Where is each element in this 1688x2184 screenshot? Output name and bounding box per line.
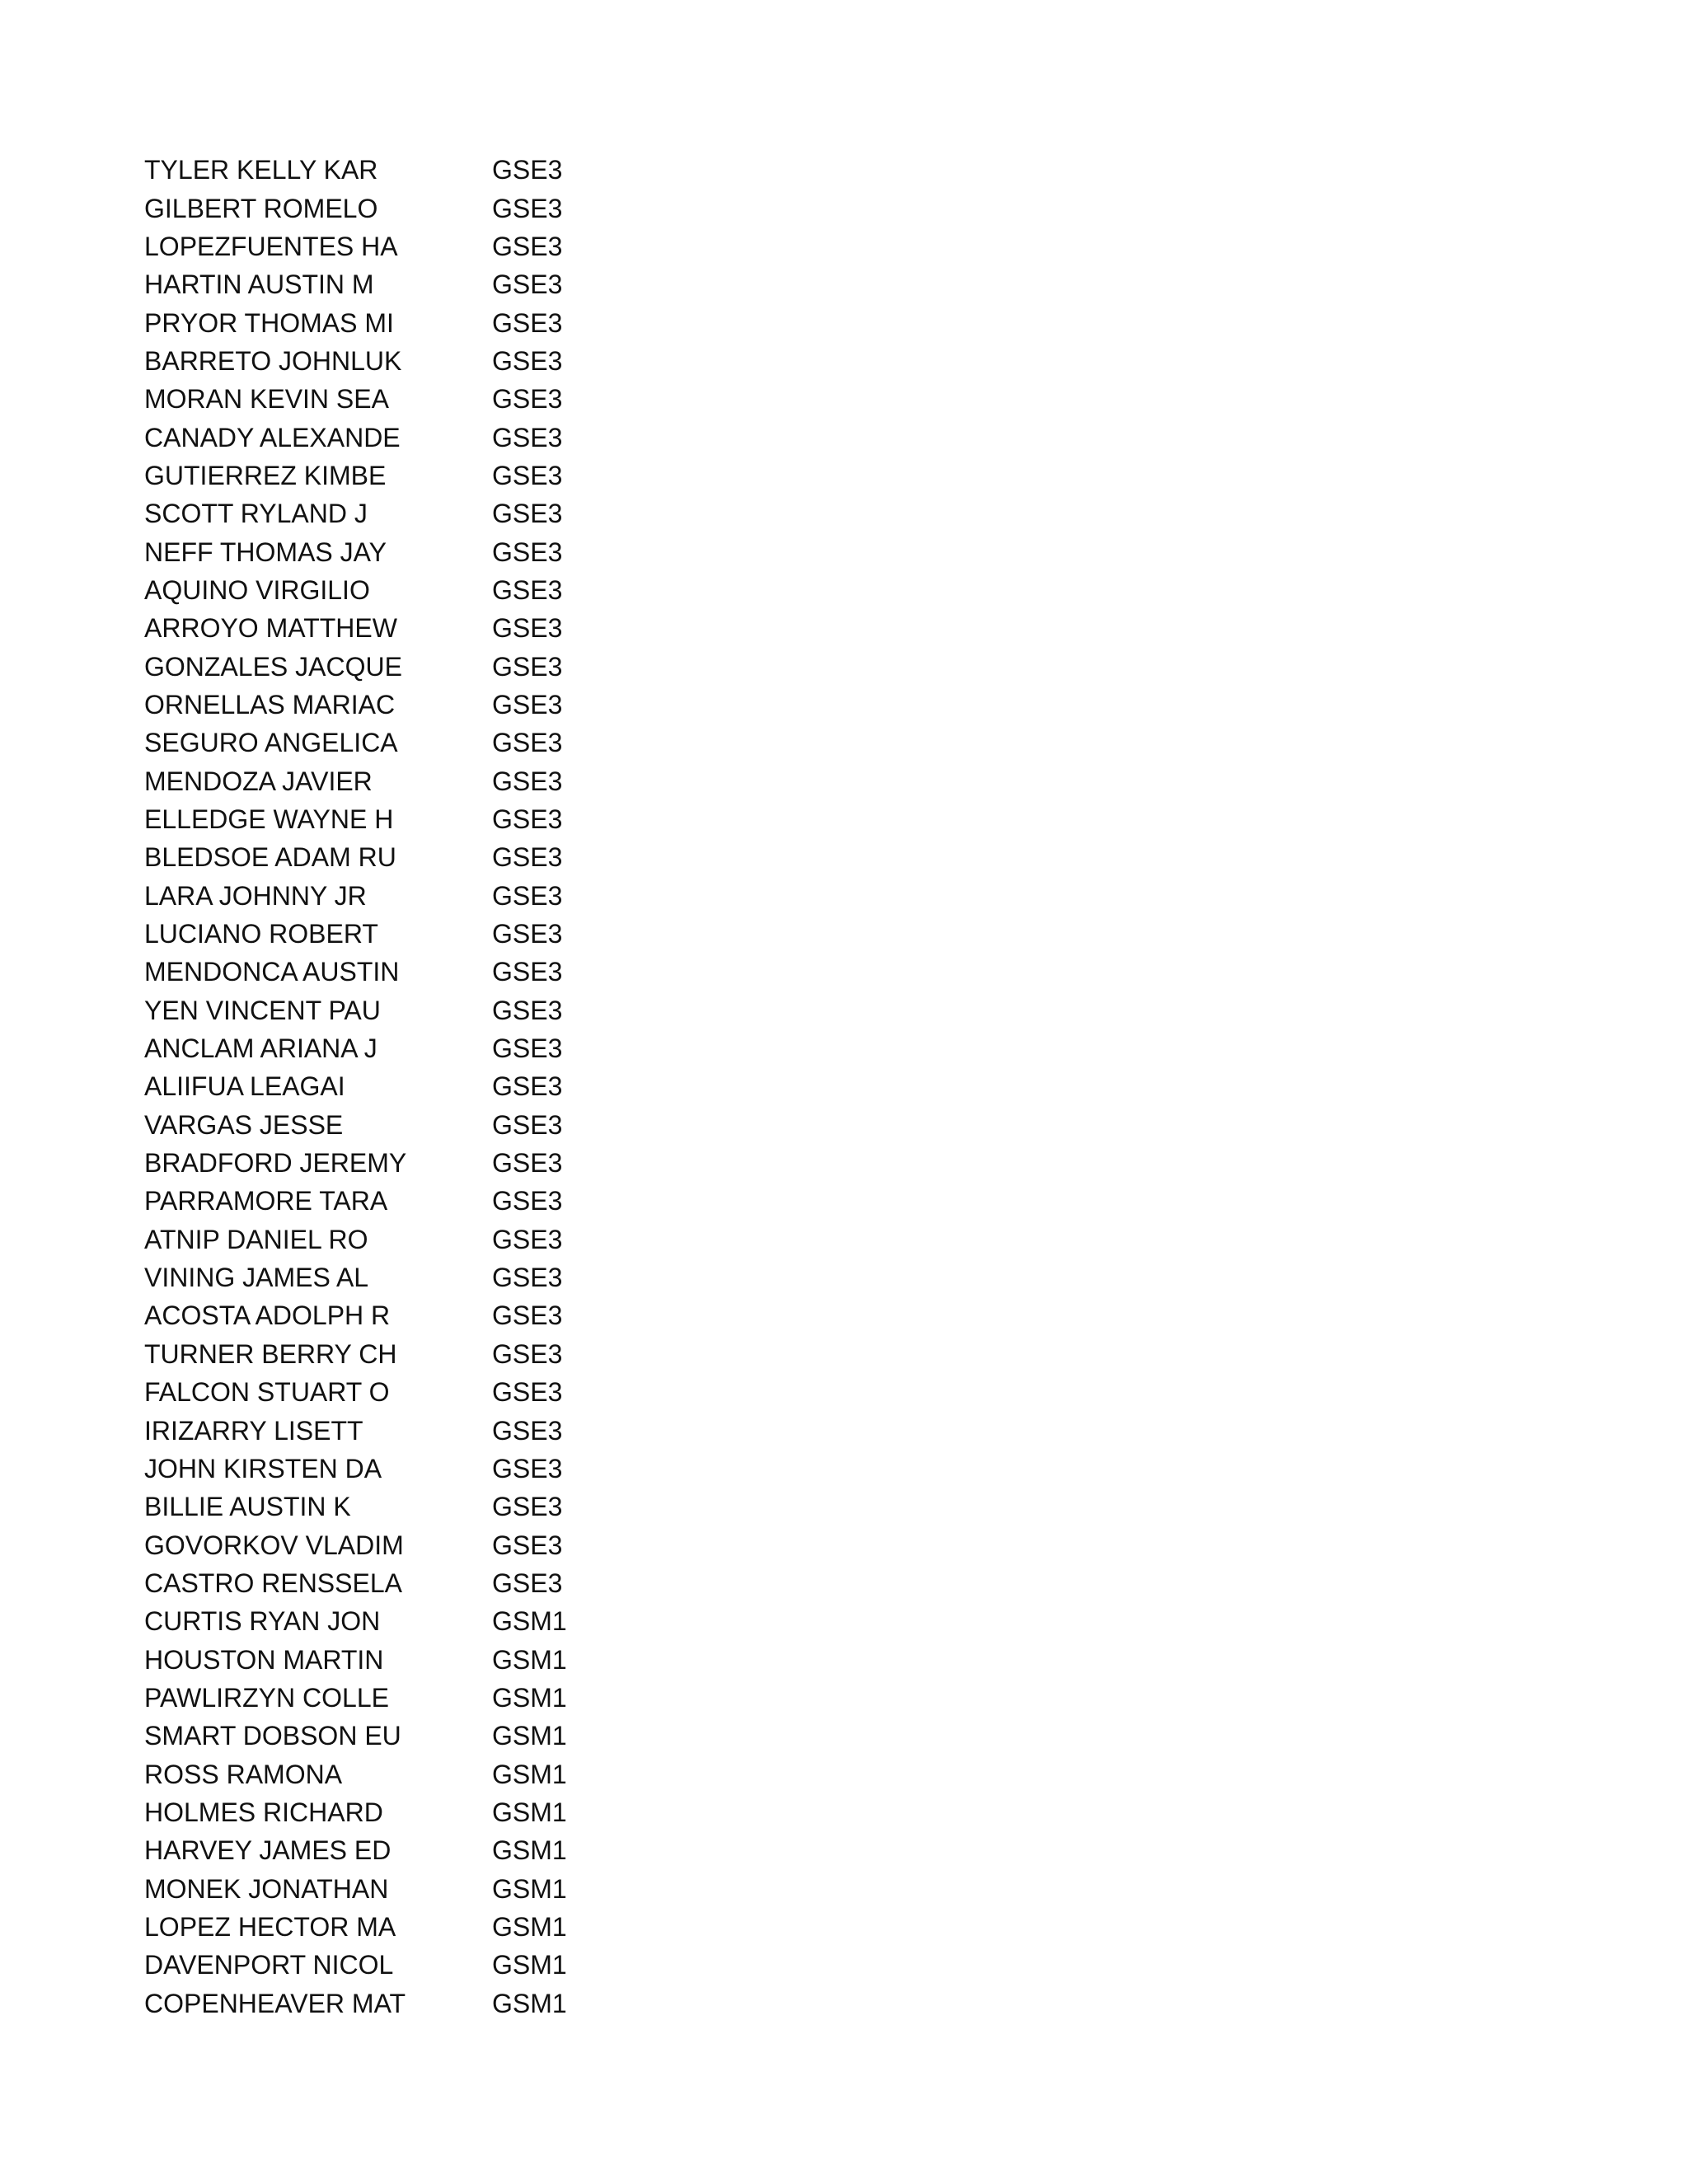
group-code: GSE3 xyxy=(492,1263,563,1293)
list-row xyxy=(144,1029,721,1067)
person-name: ACOSTA ADOLPH R xyxy=(144,1301,391,1331)
group-code: GSE3 xyxy=(492,1109,563,1140)
list-row xyxy=(144,1602,721,1640)
group-code: GSE3 xyxy=(492,613,563,644)
person-name: ORNELLAS MARIAC xyxy=(144,689,396,719)
list-row xyxy=(144,418,721,456)
person-name: JOHN KIRSTEN DA xyxy=(144,1453,382,1483)
person-name: HARVEY JAMES ED xyxy=(144,1835,392,1866)
list-row xyxy=(144,1106,721,1144)
list-row xyxy=(144,991,721,1029)
person-name: LARA JOHNNY JR xyxy=(144,880,367,911)
list-row xyxy=(144,457,721,494)
list-row xyxy=(144,1258,721,1296)
person-name: COPENHEAVER MAT xyxy=(144,1988,406,2018)
person-name: BILLIE AUSTIN K xyxy=(144,1492,351,1522)
person-name: GOVORKOV VLADIM xyxy=(144,1530,404,1560)
group-code: GSE3 xyxy=(492,345,563,376)
person-name: BLEDSOE ADAM RU xyxy=(144,842,396,873)
person-name: VARGAS JESSE xyxy=(144,1109,344,1140)
person-name: TURNER BERRY CH xyxy=(144,1338,397,1369)
list-row xyxy=(144,1717,721,1755)
list-row xyxy=(144,1067,721,1105)
group-code: GSE3 xyxy=(492,1415,563,1446)
list-row xyxy=(144,571,721,609)
person-name: BRADFORD JEREMY xyxy=(144,1148,407,1179)
group-code: GSM1 xyxy=(492,1988,567,2018)
group-code: GSM1 xyxy=(492,1721,567,1751)
group-code: GSM1 xyxy=(492,1911,567,1942)
group-code: GSE3 xyxy=(492,1568,563,1598)
person-name: FALCON STUART O xyxy=(144,1377,390,1408)
list-row xyxy=(144,1640,721,1678)
person-name: LOPEZFUENTES HA xyxy=(144,231,398,261)
group-code: GSM1 xyxy=(492,1682,567,1713)
person-name: GILBERT ROMELO xyxy=(144,193,378,223)
group-code: GSE3 xyxy=(492,422,563,452)
list-row xyxy=(144,1182,721,1220)
group-code: GSE3 xyxy=(492,919,563,949)
group-code: GSE3 xyxy=(492,460,563,490)
list-row xyxy=(144,915,721,953)
group-code: GSE3 xyxy=(492,1492,563,1522)
group-code: GSE3 xyxy=(492,499,563,529)
list-row xyxy=(144,1296,721,1334)
group-code: GSE3 xyxy=(492,1453,563,1483)
list-row xyxy=(144,647,721,685)
list-row xyxy=(144,686,721,724)
person-name: HARTIN AUSTIN M xyxy=(144,269,374,300)
person-name: CANADY ALEXANDE xyxy=(144,422,401,452)
list-row xyxy=(144,762,721,800)
person-name: VINING JAMES AL xyxy=(144,1263,369,1293)
person-name: YEN VINCENT PAU xyxy=(144,995,381,1025)
list-row xyxy=(144,1526,721,1563)
person-name: ROSS RAMONA xyxy=(144,1759,343,1789)
group-code: GSM1 xyxy=(492,1950,567,1980)
person-name: MONEK JONATHAN xyxy=(144,1873,389,1904)
list-row xyxy=(144,1373,721,1411)
list-row xyxy=(144,227,721,265)
group-code: GSM1 xyxy=(492,1759,567,1789)
person-name: NEFF THOMAS JAY xyxy=(144,537,387,567)
list-row xyxy=(144,265,721,303)
group-code: GSE3 xyxy=(492,1377,563,1408)
name-code-list xyxy=(144,151,721,2022)
person-name: SMART DOBSON EU xyxy=(144,1721,401,1751)
person-name: GUTIERREZ KIMBE xyxy=(144,460,387,490)
group-code: GSM1 xyxy=(492,1835,567,1866)
person-name: SEGURO ANGELICA xyxy=(144,728,398,758)
group-code: GSE3 xyxy=(492,766,563,796)
person-name: TYLER KELLY KAR xyxy=(144,155,378,185)
group-code: GSM1 xyxy=(492,1797,567,1827)
person-name: MENDOZA JAVIER xyxy=(144,766,373,796)
list-row xyxy=(144,189,721,227)
list-row xyxy=(144,151,721,189)
group-code: GSE3 xyxy=(492,1530,563,1560)
list-row xyxy=(144,1908,721,1946)
person-name: ANCLAM ARIANA J xyxy=(144,1033,377,1064)
list-row xyxy=(144,1411,721,1449)
list-row xyxy=(144,953,721,991)
list-row xyxy=(144,1450,721,1488)
list-row xyxy=(144,1755,721,1793)
group-code: GSE3 xyxy=(492,231,563,261)
list-row xyxy=(144,1831,721,1869)
group-code: GSE3 xyxy=(492,1224,563,1254)
group-code: GSE3 xyxy=(492,193,563,223)
person-name: IRIZARRY LISETT xyxy=(144,1415,363,1446)
person-name: LOPEZ HECTOR MA xyxy=(144,1911,396,1942)
list-row xyxy=(144,1488,721,1526)
person-name: SCOTT RYLAND J xyxy=(144,499,368,529)
list-row xyxy=(144,1221,721,1258)
list-row xyxy=(144,1144,721,1182)
group-code: GSE3 xyxy=(492,957,563,987)
person-name: BARRETO JOHNLUK xyxy=(144,345,402,376)
list-row xyxy=(144,838,721,876)
person-name: ATNIP DANIEL RO xyxy=(144,1224,368,1254)
person-name: ARROYO MATTHEW xyxy=(144,613,397,644)
list-row xyxy=(144,1679,721,1717)
person-name: DAVENPORT NICOL xyxy=(144,1950,394,1980)
group-code: GSE3 xyxy=(492,1301,563,1331)
group-code: GSE3 xyxy=(492,689,563,719)
group-code: GSE3 xyxy=(492,1033,563,1064)
group-code: GSE3 xyxy=(492,804,563,835)
list-row xyxy=(144,342,721,380)
group-code: GSE3 xyxy=(492,384,563,415)
person-name: CASTRO RENSSELA xyxy=(144,1568,402,1598)
group-code: GSE3 xyxy=(492,307,563,338)
list-row xyxy=(144,1946,721,1984)
list-row xyxy=(144,1869,721,1907)
group-code: GSE3 xyxy=(492,995,563,1025)
person-name: PRYOR THOMAS MI xyxy=(144,307,394,338)
group-code: GSM1 xyxy=(492,1873,567,1904)
list-row xyxy=(144,380,721,418)
group-code: GSE3 xyxy=(492,269,563,300)
person-name: CURTIS RYAN JON xyxy=(144,1606,381,1637)
group-code: GSE3 xyxy=(492,1338,563,1369)
person-name: AQUINO VIRGILIO xyxy=(144,574,370,605)
group-code: GSE3 xyxy=(492,537,563,567)
group-code: GSE3 xyxy=(492,1071,563,1102)
group-code: GSE3 xyxy=(492,1148,563,1179)
list-row xyxy=(144,1793,721,1831)
list-row xyxy=(144,1335,721,1373)
person-name: ALIIFUA LEAGAI xyxy=(144,1071,345,1102)
group-code: GSM1 xyxy=(492,1606,567,1637)
list-row xyxy=(144,800,721,838)
person-name: HOLMES RICHARD xyxy=(144,1797,383,1827)
list-row xyxy=(144,494,721,532)
person-name: PARRAMORE TARA xyxy=(144,1186,388,1216)
list-row xyxy=(144,609,721,647)
group-code: GSE3 xyxy=(492,842,563,873)
group-code: GSE3 xyxy=(492,1186,563,1216)
list-row xyxy=(144,877,721,915)
list-row xyxy=(144,1985,721,2022)
person-name: LUCIANO ROBERT xyxy=(144,919,378,949)
list-row xyxy=(144,303,721,341)
group-code: GSE3 xyxy=(492,574,563,605)
list-row xyxy=(144,532,721,570)
group-code: GSE3 xyxy=(492,155,563,185)
person-name: PAWLIRZYN COLLE xyxy=(144,1682,389,1713)
list-row xyxy=(144,724,721,762)
group-code: GSE3 xyxy=(492,651,563,682)
group-code: GSM1 xyxy=(492,1644,567,1675)
person-name: MORAN KEVIN SEA xyxy=(144,384,389,415)
person-name: HOUSTON MARTIN xyxy=(144,1644,384,1675)
list-row xyxy=(144,1564,721,1602)
group-code: GSE3 xyxy=(492,880,563,911)
person-name: ELLEDGE WAYNE H xyxy=(144,804,394,835)
group-code: GSE3 xyxy=(492,728,563,758)
person-name: GONZALES JACQUE xyxy=(144,651,402,682)
person-name: MENDONCA AUSTIN xyxy=(144,957,400,987)
